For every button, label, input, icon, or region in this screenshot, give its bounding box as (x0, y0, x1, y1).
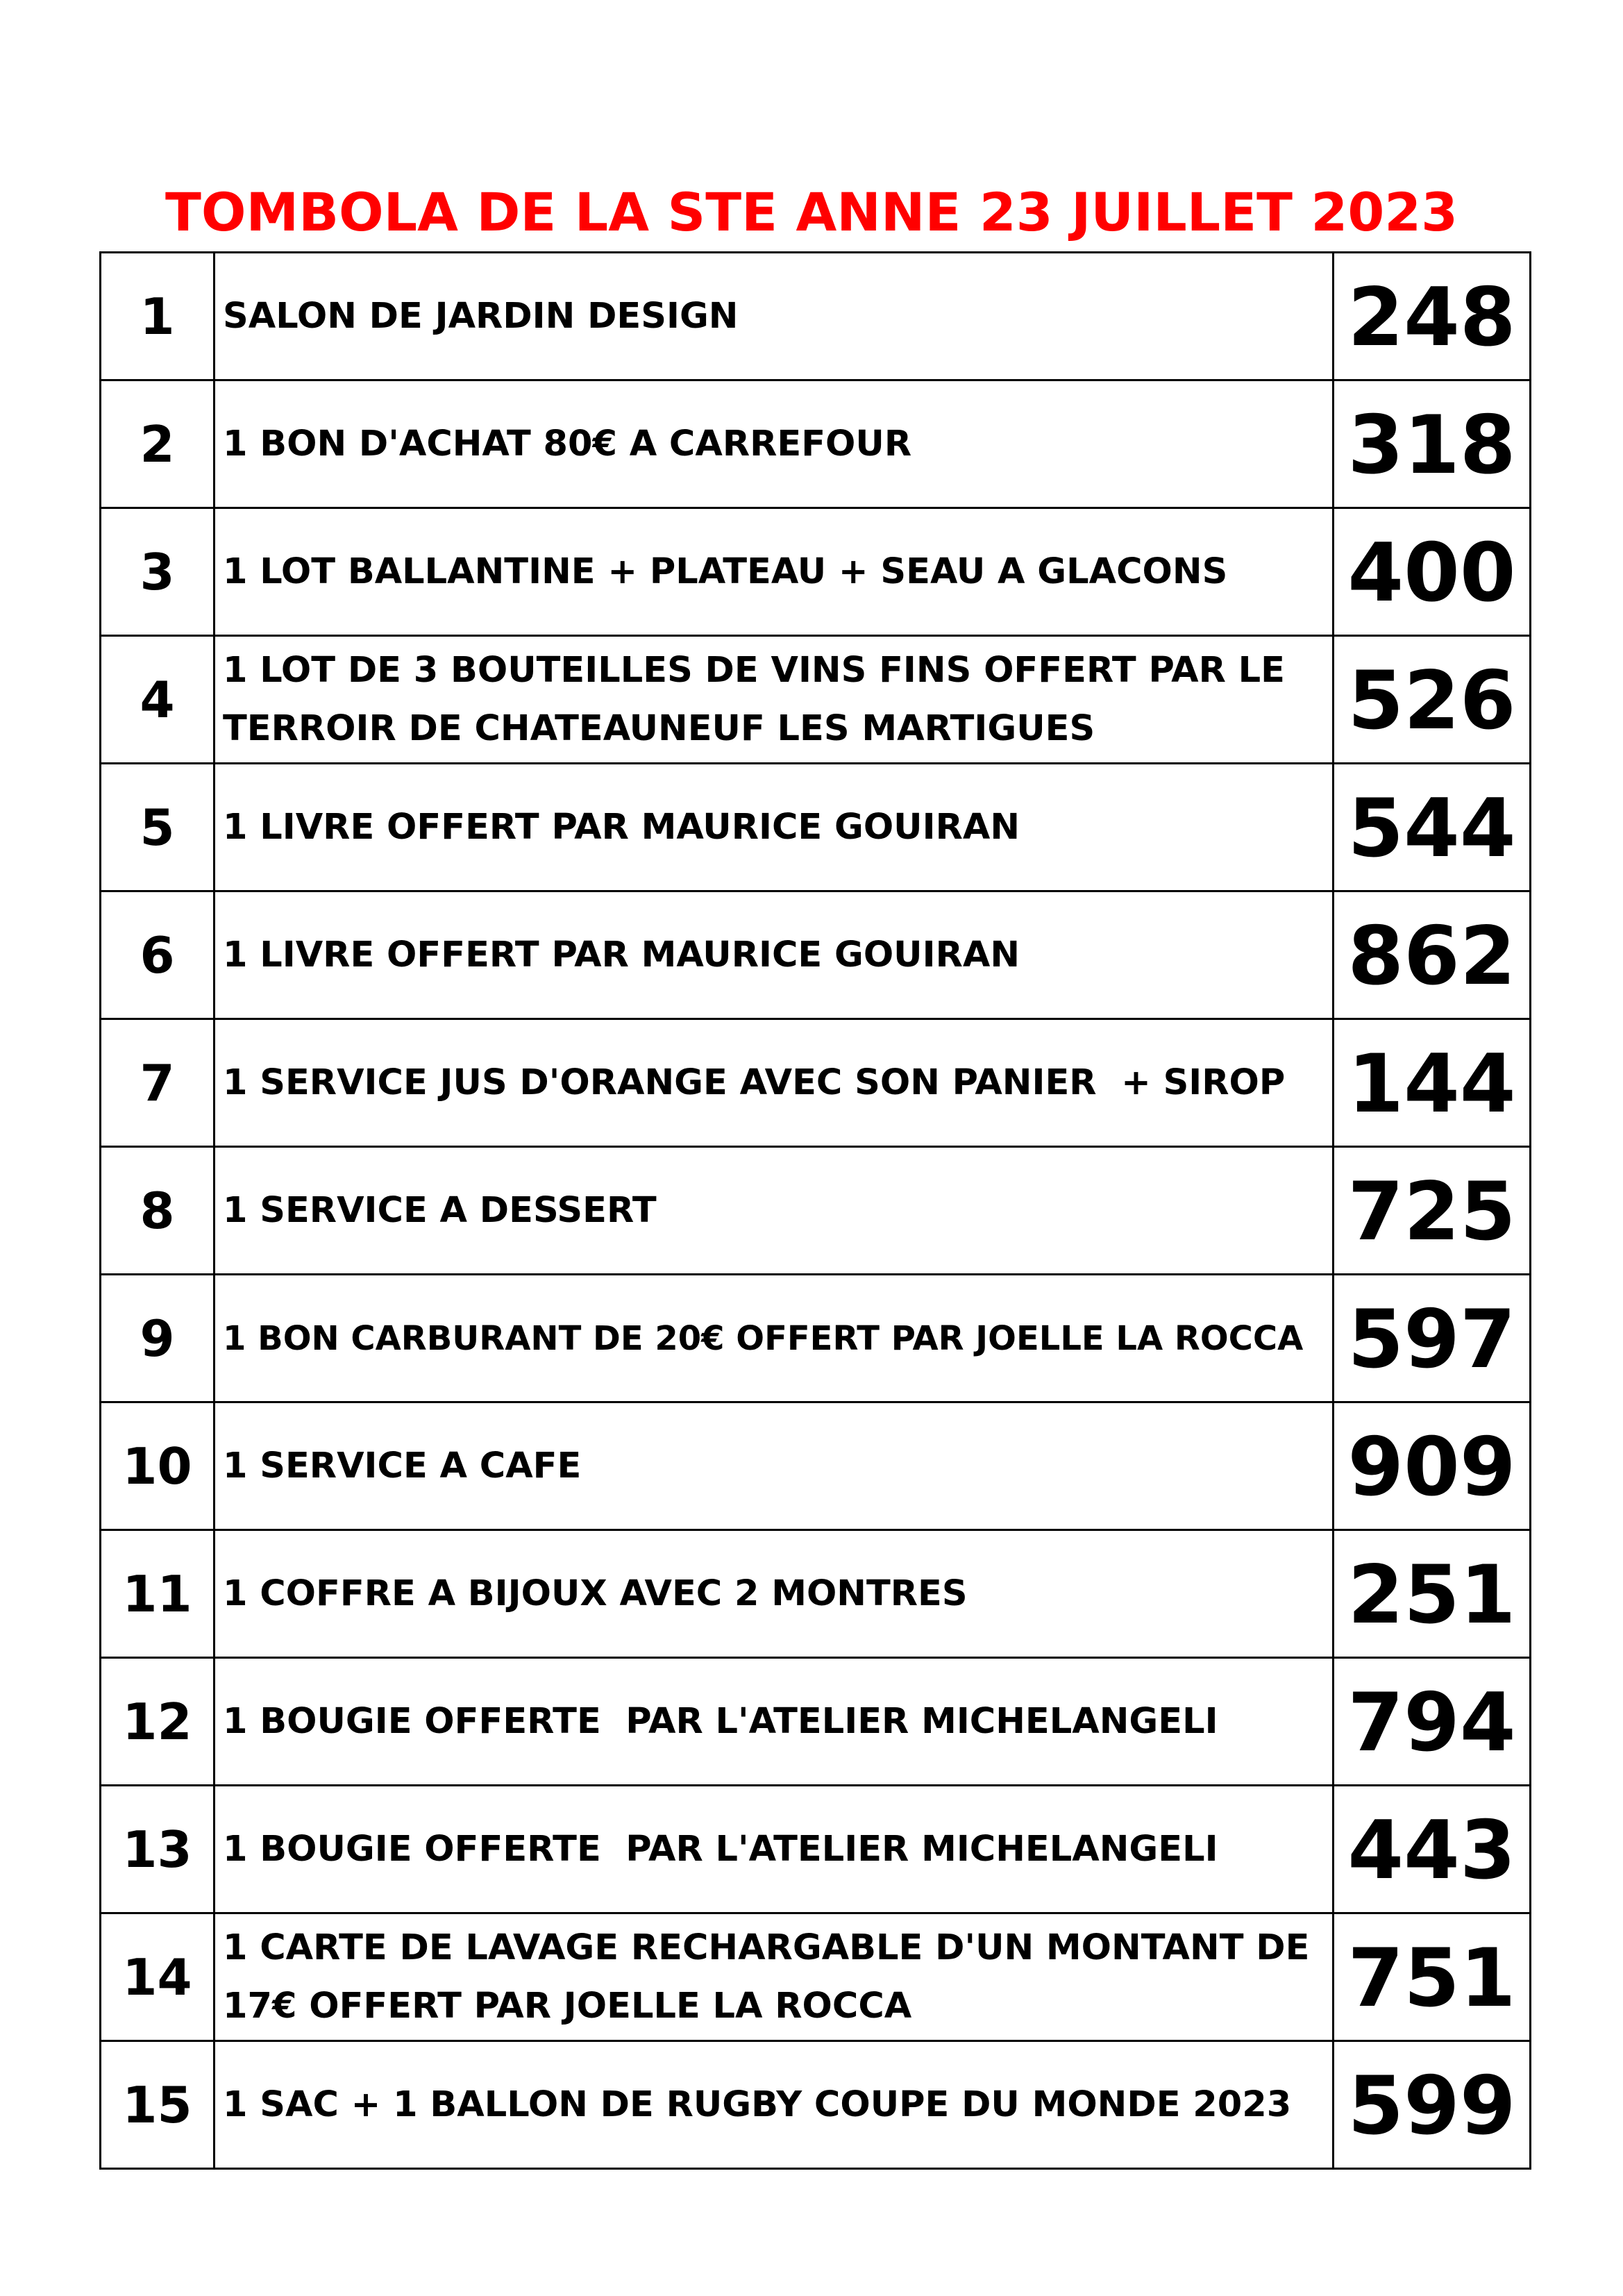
table-row (101, 1402, 1531, 1530)
table-row (101, 1658, 1531, 1786)
winning-number: 794 (1334, 1658, 1531, 1786)
prize-rank: 10 (101, 1402, 215, 1530)
table-row (101, 636, 1531, 764)
table-row (101, 1530, 1531, 1658)
prize-rank: 15 (101, 2041, 215, 2169)
prize-table (99, 251, 1531, 2170)
winning-number: 597 (1334, 1275, 1531, 1402)
winning-number: 862 (1334, 891, 1531, 1019)
winning-number: 909 (1334, 1402, 1531, 1530)
prize-rank: 9 (101, 1275, 215, 1402)
table-row (101, 2041, 1531, 2169)
prize-rank: 6 (101, 891, 215, 1019)
prize-rank: 4 (101, 636, 215, 764)
prize-description: 1 SERVICE JUS D'ORANGE AVEC SON PANIER + SIROP (215, 1019, 1334, 1147)
prize-rank: 1 (101, 253, 215, 380)
prize-description: 1 CARTE DE LAVAGE RECHARGABLE D'UN MONTANT DE 17€ OFFERT PAR JOELLE LA ROCCA (215, 1913, 1334, 2041)
table-row (101, 253, 1531, 380)
table-row (101, 508, 1531, 636)
prize-description: 1 SAC + 1 BALLON DE RUGBY COUPE DU MONDE 2023 (215, 2041, 1334, 2169)
prize-description: 1 SERVICE A DESSERT (215, 1147, 1334, 1275)
winning-number: 526 (1334, 636, 1531, 764)
prize-rank: 12 (101, 1658, 215, 1786)
winning-number: 248 (1334, 253, 1531, 380)
table-row (101, 1147, 1531, 1275)
winning-number: 144 (1334, 1019, 1531, 1147)
prize-rank: 14 (101, 1913, 215, 2041)
prize-rank: 11 (101, 1530, 215, 1658)
prize-description: 1 LOT BALLANTINE + PLATEAU + SEAU A GLACONS (215, 508, 1334, 636)
table-row (101, 1913, 1531, 2041)
table-row (101, 891, 1531, 1019)
prize-description: 1 LIVRE OFFERT PAR MAURICE GOUIRAN (215, 764, 1334, 891)
prize-rank: 3 (101, 508, 215, 636)
table-row (101, 1275, 1531, 1402)
table-row (101, 1786, 1531, 1913)
page-title: TOMBOLA DE LA STE ANNE 23 JUILLET 2023 (165, 181, 1458, 243)
prize-description: 1 COFFRE A BIJOUX AVEC 2 MONTRES (215, 1530, 1334, 1658)
winning-number: 443 (1334, 1786, 1531, 1913)
table-row (101, 1019, 1531, 1147)
table-row (101, 764, 1531, 891)
prize-rank: 13 (101, 1786, 215, 1913)
prize-rank: 7 (101, 1019, 215, 1147)
prize-description: 1 BON CARBURANT DE 20€ OFFERT PAR JOELLE LA ROCCA (215, 1275, 1334, 1402)
winning-number: 251 (1334, 1530, 1531, 1658)
winning-number: 725 (1334, 1147, 1531, 1275)
prize-rank: 5 (101, 764, 215, 891)
table-row (101, 380, 1531, 508)
winning-number: 318 (1334, 380, 1531, 508)
prize-description: 1 BON D'ACHAT 80€ A CARREFOUR (215, 380, 1334, 508)
winning-number: 751 (1334, 1913, 1531, 2041)
prize-description: 1 LOT DE 3 BOUTEILLES DE VINS FINS OFFERT PAR LE TERROIR DE CHATEAUNEUF LES MARTIGUES (215, 636, 1334, 764)
winning-number: 599 (1334, 2041, 1531, 2169)
prize-rank: 8 (101, 1147, 215, 1275)
winning-number: 400 (1334, 508, 1531, 636)
prize-description: 1 SERVICE A CAFE (215, 1402, 1334, 1530)
prize-description: 1 BOUGIE OFFERTE PAR L'ATELIER MICHELANGELI (215, 1786, 1334, 1913)
prize-description: 1 BOUGIE OFFERTE PAR L'ATELIER MICHELANGELI (215, 1658, 1334, 1786)
winning-number: 544 (1334, 764, 1531, 891)
prize-rank: 2 (101, 380, 215, 508)
prize-description: 1 LIVRE OFFERT PAR MAURICE GOUIRAN (215, 891, 1334, 1019)
prize-description: SALON DE JARDIN DESIGN (215, 253, 1334, 380)
